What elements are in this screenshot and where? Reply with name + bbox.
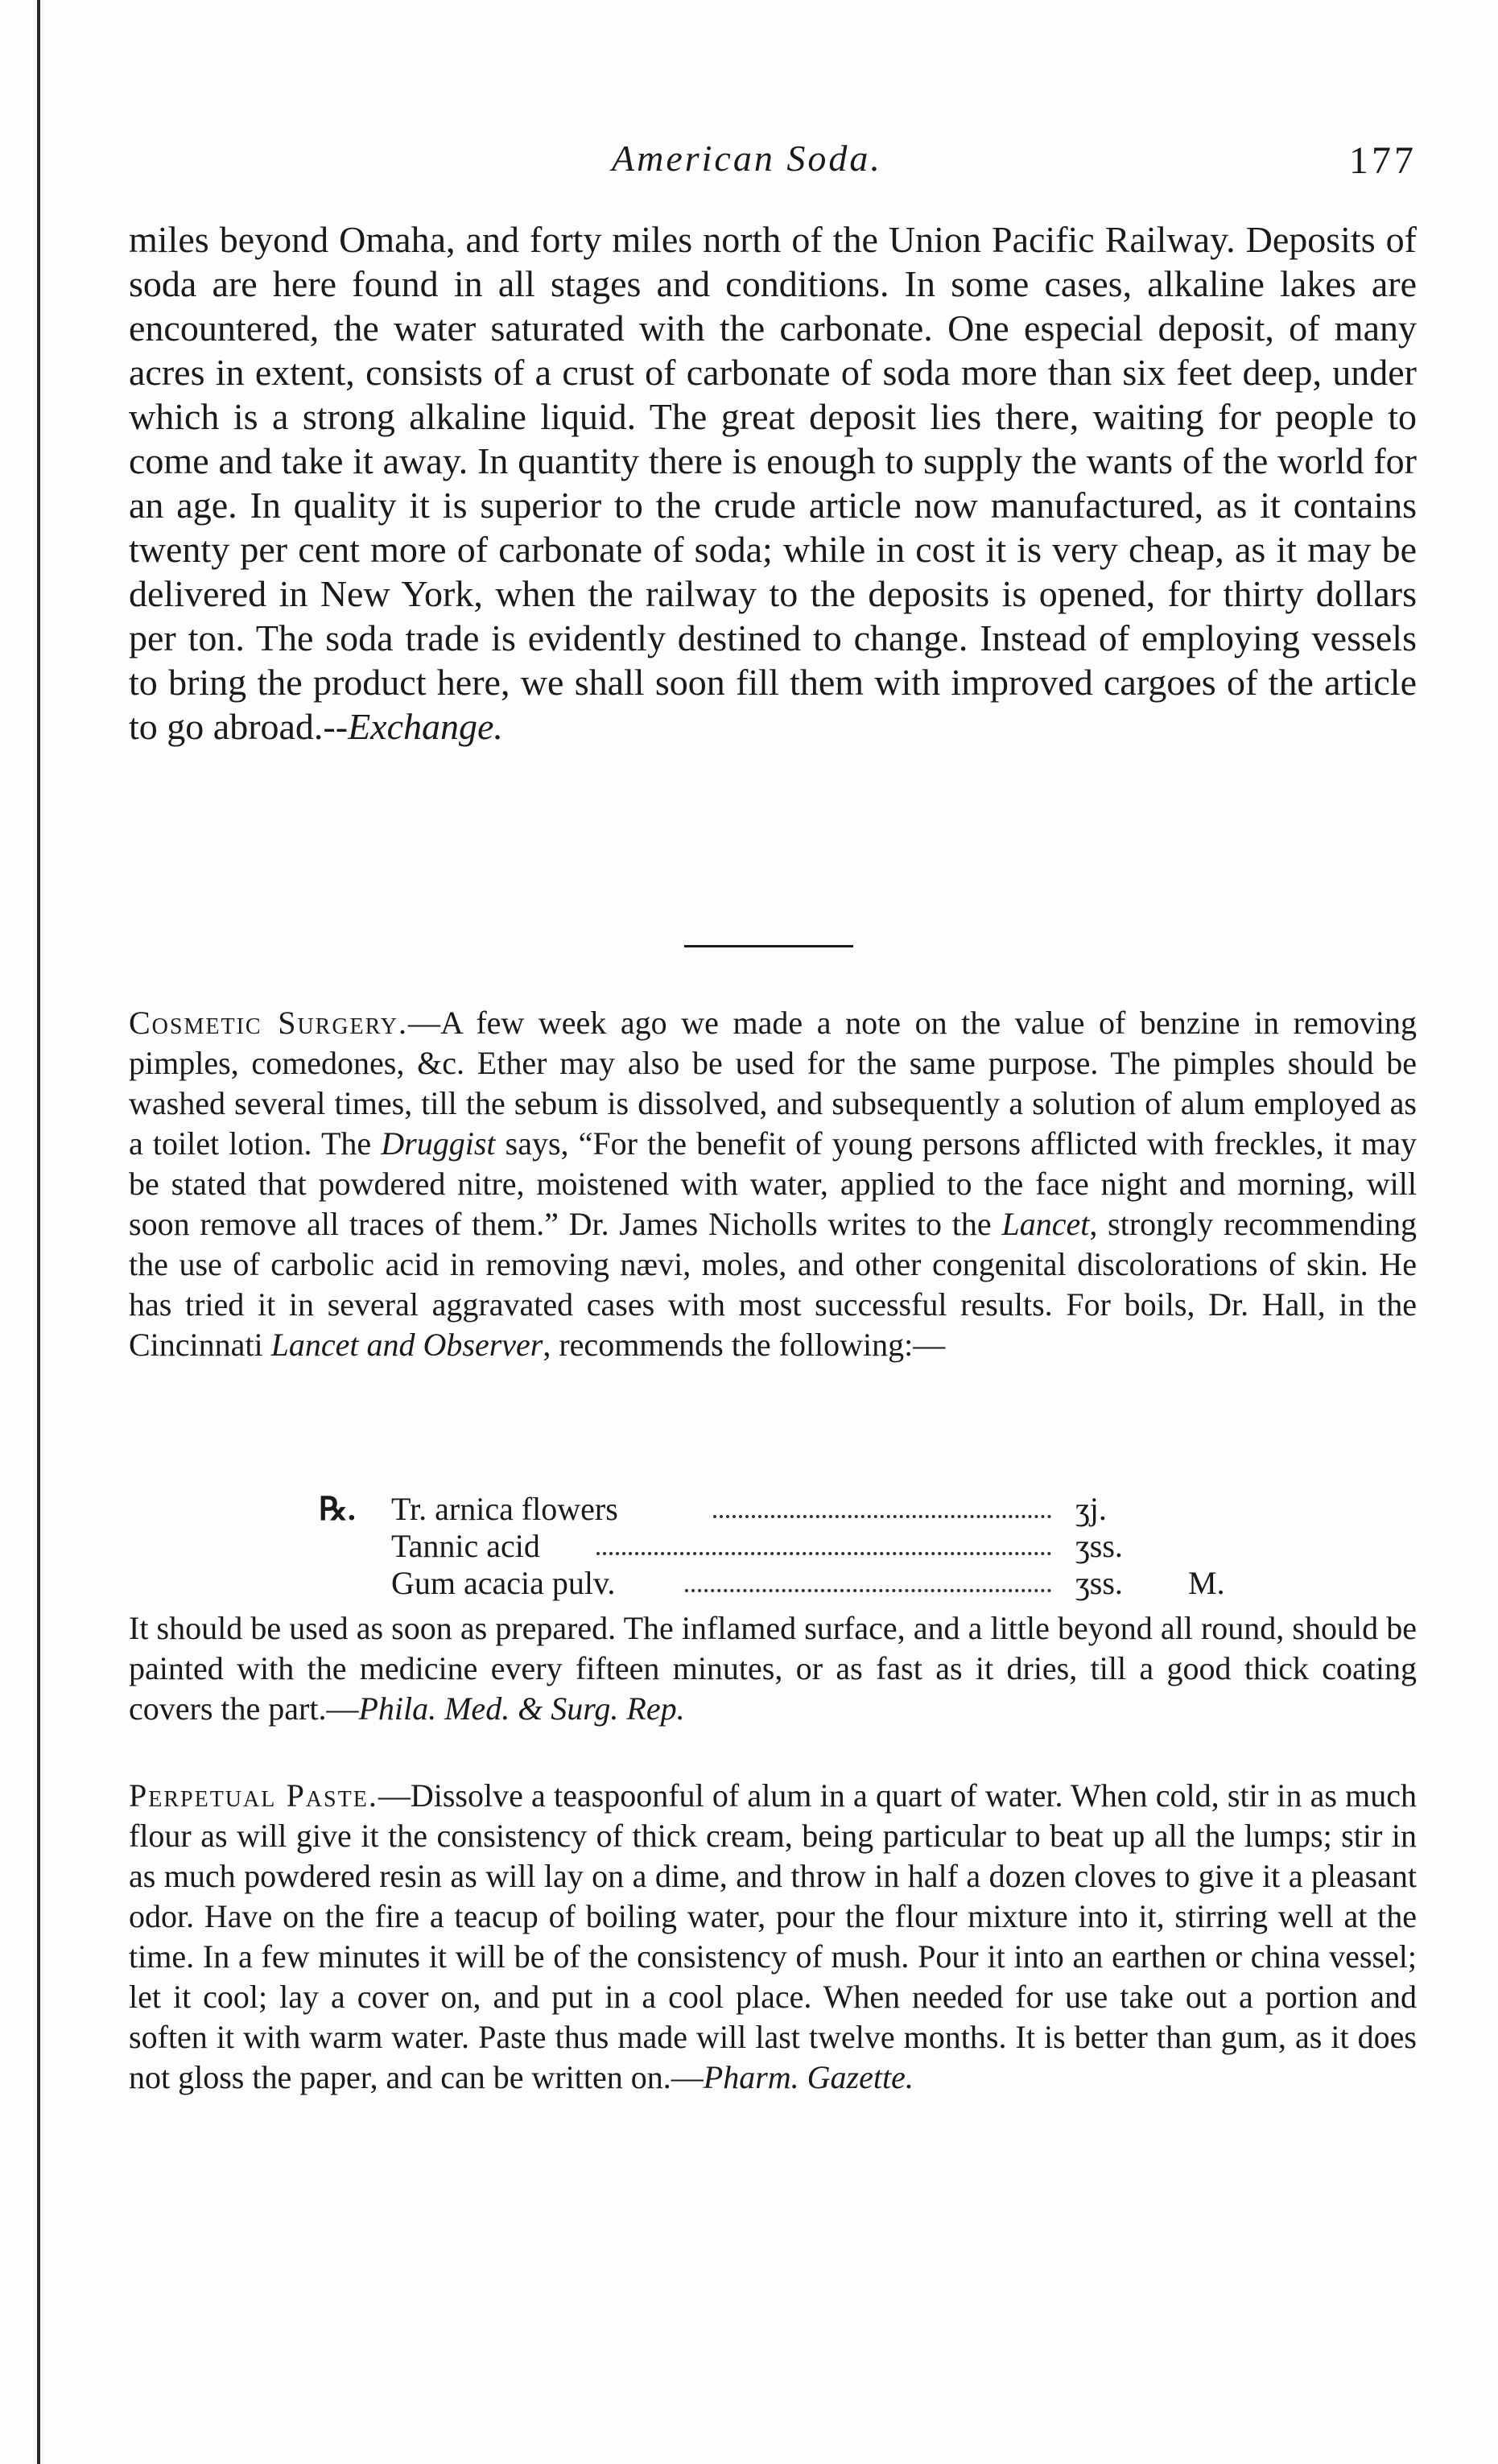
prescription-symbol: ℞. bbox=[319, 1491, 356, 1527]
soda-article-paragraph bbox=[129, 217, 1417, 749]
ingredient-name: Gum acacia pulv. bbox=[391, 1565, 616, 1601]
application-source: Phila. Med. & Surg. Rep. bbox=[358, 1690, 685, 1727]
dot-leader bbox=[685, 1555, 1051, 1592]
perpetual-paste-text: —Dissolve a teaspoonful of alum in a quart of water. When cold, stir in as much flour as will give it the consistency of thick cream, being particular to beat up all the lumps; stir in as much powdered resin as will lay on a dime, and throw in half a dozen cloves to give it a pleasant odor. Have on the fire a teacup of boiling water, pour the flour mixture into it, stirring well at the time. In a few minutes it will be of the consistency of mush. Pour it into an earthen or china vessel; let it cool; lay a cover on, and put in a cool place. When needed for use take out a portion and soften it with warm water. Paste thus made will last twelve months. It is better than gum, as it does not gloss the paper, and can be written on.— bbox=[129, 1777, 1417, 2095]
druggist-title: Druggist bbox=[381, 1125, 496, 1162]
ingredient-dose: ʒss. bbox=[1075, 1565, 1123, 1601]
cosmetic-surgery-paragraph bbox=[129, 1003, 1417, 1365]
ingredient-name: Tr. arnica flowers bbox=[391, 1491, 618, 1527]
application-paragraph bbox=[129, 1608, 1417, 1729]
page-number: 177 bbox=[1349, 139, 1417, 182]
mix-mark: M. bbox=[1188, 1565, 1225, 1601]
lancet-observer-title: Lancet and Observer bbox=[270, 1327, 543, 1363]
prescription bbox=[319, 1491, 1285, 1602]
soda-article-source: Exchange. bbox=[348, 706, 503, 747]
soda-article-text: miles beyond Omaha, and forty miles north of the Union Pacific Railway. Deposits of soda are here found in all stages and conditions. In some cases, alkaline lakes are encountered, the water saturated with the carbonate. One especial deposit, of many acres in extent, consists of a crust of carbonate of soda more than six feet deep, under which is a strong alkaline liquid. The great deposit lies there, waiting for people to come and take it away. In quantity there is enough to supply the wants of the world for an age. In quality it is superior to the crude article now manufactured, as it contains twenty per cent more of carbonate of soda; while in cost it is very cheap, as it may be delivered in New York, when the railway to the deposits is opened, for thirty dollars per ton. The soda trade is evidently destined to change. Instead of employing vessels to bring the product here, we shall soon fill them with improved cargoes of the article to go abroad.-- bbox=[129, 219, 1417, 747]
perpetual-paste-source: Pharm. Gazette. bbox=[703, 2059, 914, 2095]
cosmetic-surgery-text-4: , recommends the following:— bbox=[543, 1327, 946, 1363]
ingredient-name: Tannic acid bbox=[391, 1528, 540, 1564]
cosmetic-surgery-heading: Cosmetic Surgery. bbox=[129, 1005, 409, 1041]
perpetual-paste-paragraph bbox=[129, 1776, 1417, 2098]
page-edge-shadow bbox=[37, 0, 40, 2464]
cosmetic-surgery-text-2: says, “For the benefit of young persons afflicted with freckles, it may be stated that powdered nitre, moistened with water, applied to the face night and morning, will soon remove all traces of them.” Dr. James Nicholls writes to the bbox=[129, 1125, 1418, 1242]
dot-leader bbox=[596, 1518, 1051, 1555]
prescription-row bbox=[319, 1565, 1285, 1602]
cosmetic-surgery-text-1: —A few week ago we made a note on the value of benzine in removing pimples, comedones, &c. Ether may also be used for the same purpose. The pimples should be washed several times, till the sebum is dissolved, and subsequently a solution of alum employed as a toilet lotion. The bbox=[129, 1005, 1417, 1162]
page-header bbox=[129, 137, 1417, 193]
section-divider-rule bbox=[684, 945, 853, 947]
application-text: It should be used as soon as prepared. The inflamed surface, and a little beyond all round, should be painted with the medicine every fifteen minutes, or as fast as it dries, till a good thick coating covers the part.— bbox=[129, 1610, 1417, 1727]
ingredient-dose: ʒj. bbox=[1075, 1491, 1107, 1527]
ingredient-dose: ʒss. bbox=[1075, 1528, 1123, 1564]
dot-leader bbox=[713, 1481, 1051, 1518]
cosmetic-surgery-text-3: , strongly recommending the use of carbolic acid in removing nævi, moles, and other congenital discolorations of skin. He has tried it in several aggravated cases with most successful results. For boils, Dr. Hall, in the Cincinnati bbox=[129, 1206, 1417, 1363]
perpetual-paste-heading: Perpetual Paste. bbox=[129, 1777, 378, 1814]
lancet-title: Lancet bbox=[1001, 1206, 1090, 1242]
running-title: American Soda. bbox=[612, 138, 882, 179]
